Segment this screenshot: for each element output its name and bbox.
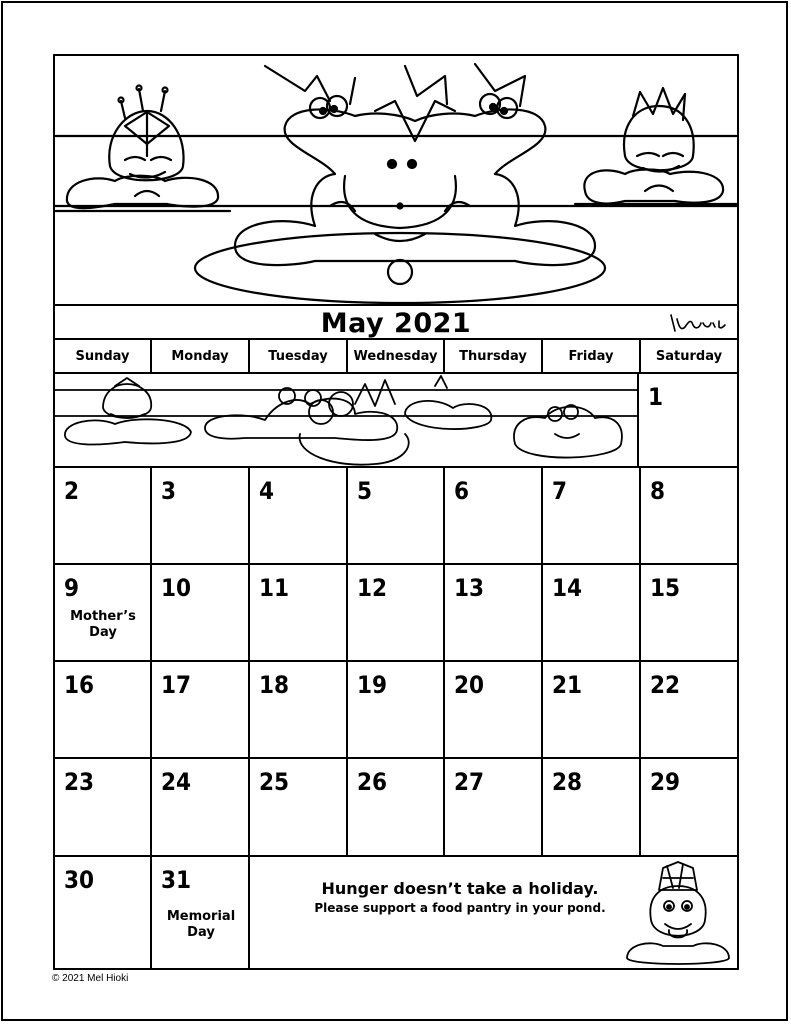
frog-group-illustration (55, 374, 639, 468)
day-cell[interactable] (543, 565, 641, 662)
weekday-monday: Monday (152, 340, 250, 374)
day-number: 25 (259, 768, 290, 796)
day-cell[interactable] (152, 468, 250, 565)
message-panel (250, 857, 737, 968)
day-number: 5 (357, 477, 373, 505)
day-cell[interactable] (543, 759, 641, 857)
day-cell[interactable] (250, 662, 348, 759)
artist-signature (667, 311, 727, 335)
copyright-notice: © 2021 Mel Hioki (52, 973, 129, 984)
day-cell[interactable] (152, 662, 250, 759)
day-number: 14 (552, 574, 583, 602)
day-cell[interactable] (55, 468, 152, 565)
day-cell[interactable] (55, 662, 152, 759)
day-number: 2 (64, 477, 80, 505)
day-number: 26 (357, 768, 388, 796)
day-cell[interactable] (445, 759, 543, 857)
day-number: 15 (650, 574, 681, 602)
holiday-label: Day (187, 925, 215, 940)
day-cell[interactable] (55, 759, 152, 857)
holiday-mothers-day (63, 609, 143, 641)
day-cell[interactable] (348, 565, 445, 662)
day-number: 4 (259, 477, 275, 505)
frog-trio-illustration (55, 56, 737, 304)
day-number: 19 (357, 671, 388, 699)
day-cell[interactable] (348, 662, 445, 759)
day-number: 17 (161, 671, 192, 699)
holiday-label: Memorial (166, 909, 236, 924)
holiday-memorial-day (161, 909, 241, 941)
calendar (53, 54, 739, 970)
day-number: 22 (650, 671, 681, 699)
day-number: 10 (161, 574, 192, 602)
day-cell[interactable] (639, 374, 737, 468)
day-cell[interactable] (445, 565, 543, 662)
day-cell[interactable] (152, 759, 250, 857)
day-number: 30 (64, 866, 95, 894)
day-number: 1 (648, 383, 664, 411)
day-cell[interactable] (445, 662, 543, 759)
day-cell[interactable] (250, 759, 348, 857)
day-number: 29 (650, 768, 681, 796)
day-cell[interactable] (641, 662, 737, 759)
day-cell[interactable] (250, 468, 348, 565)
day-number: 20 (454, 671, 485, 699)
day-number: 6 (454, 477, 470, 505)
day-cell[interactable] (641, 468, 737, 565)
message-subline: Please support a food pantry in your pond. (314, 901, 606, 915)
day-cell[interactable] (152, 857, 250, 968)
day-number: 12 (357, 574, 388, 602)
weekday-sunday: Sunday (55, 340, 152, 374)
day-cell[interactable] (543, 662, 641, 759)
month-title: May 2021 (320, 308, 472, 339)
day-number: 3 (161, 477, 177, 505)
day-number: 8 (650, 477, 666, 505)
day-number: 23 (64, 768, 95, 796)
day-cell[interactable] (55, 565, 152, 662)
weekday-saturday: Saturday (641, 340, 737, 374)
day-cell[interactable] (348, 468, 445, 565)
weekday-friday: Friday (543, 340, 641, 374)
day-cell[interactable] (55, 857, 152, 968)
weekday-tuesday: Tuesday (250, 340, 348, 374)
calendar-grid (55, 340, 737, 968)
day-cell[interactable] (641, 759, 737, 857)
day-number: 24 (161, 768, 192, 796)
day-number: 16 (64, 671, 95, 699)
holiday-label: Mother’s (70, 609, 136, 624)
message-headline: Hunger doesn’t take a holiday. (321, 879, 599, 898)
day-cell[interactable] (641, 565, 737, 662)
month-title-bar (55, 304, 737, 340)
day-cell[interactable] (152, 565, 250, 662)
weekday-thursday: Thursday (445, 340, 543, 374)
day-cell[interactable] (250, 565, 348, 662)
weekday-wednesday: Wednesday (348, 340, 445, 374)
day-number: 21 (552, 671, 583, 699)
day-number: 9 (64, 574, 80, 602)
day-number: 11 (259, 574, 290, 602)
day-number: 28 (552, 768, 583, 796)
frog-chef-illustration (623, 860, 733, 968)
day-cell[interactable] (543, 468, 641, 565)
holiday-label: Day (89, 625, 117, 640)
day-number: 18 (259, 671, 290, 699)
day-number: 13 (454, 574, 485, 602)
day-cell[interactable] (348, 759, 445, 857)
day-number: 27 (454, 768, 485, 796)
day-number: 31 (161, 866, 192, 894)
day-cell[interactable] (445, 468, 543, 565)
day-number: 7 (552, 477, 568, 505)
